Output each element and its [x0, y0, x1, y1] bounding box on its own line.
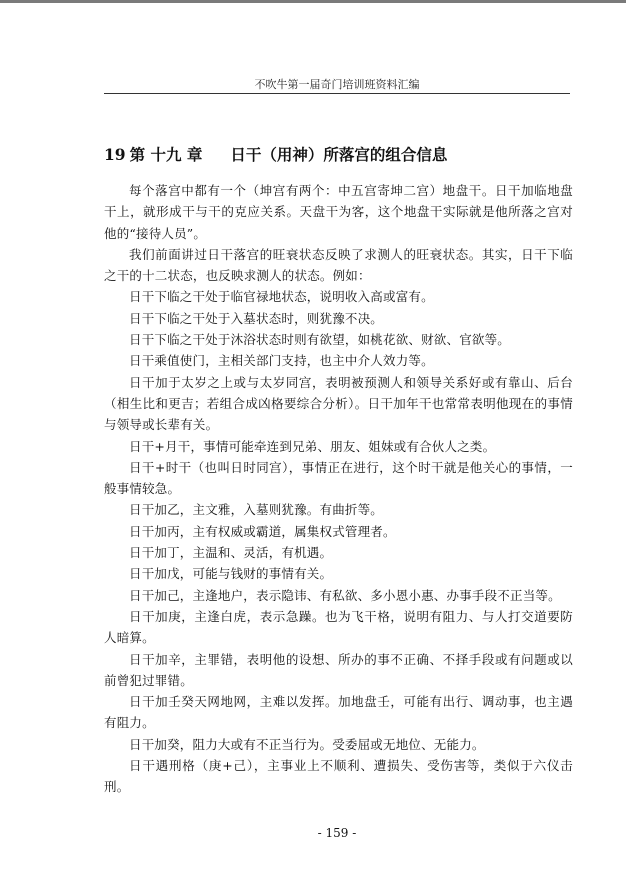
paragraph: 日干加丁，主温和、灵活，有机遇。 — [129, 545, 333, 561]
paragraph: 日干加乙，主文雅，入墓则犹豫。有曲折等。 — [129, 502, 384, 518]
paragraph: 日干加壬癸天网地网，主难以发挥。加地盘壬，可能有出行、调动事，也主遇有阻力。 — [104, 694, 573, 731]
page-top-border — [0, 0, 626, 3]
chapter-heading: 日干（用神）所落宫的组合信息 — [230, 145, 448, 164]
paragraph: 日干加辛，主罪错，表明他的设想、所办的事不正确、不择手段或有问题或以前曾犯过罪错。 — [104, 651, 573, 688]
paragraph: 日干下临之干处于沐浴状态时则有欲望，如桃花欲、财欲、官欲等。 — [129, 332, 511, 348]
paragraph: 日干遇刑格（庚+己），主事业上不顺利、遭损失、受伤害等，类似于六仪击刑。 — [104, 758, 573, 795]
header-rule — [104, 93, 570, 94]
running-header: 不吹牛第一届奇门培训班资料汇编 — [254, 78, 420, 91]
paragraph: 我们前面讲过日干落宫的旺衰状态反映了求测人的旺衰状态。其实，日干下临之干的十二状态，也反映求测人的状态。例如： — [104, 246, 573, 284]
paragraph: 日干下临之干处于临官禄地状态，说明收入高或富有。 — [129, 289, 434, 305]
paragraph: 日干加癸，阻力大或有不正当行为。受委屈或无地位、无能力。 — [129, 736, 485, 752]
paragraph: 日干乘值使门，主相关部门支持，也主中介人效力等。 — [129, 353, 434, 369]
paragraph: 每个落宫中都有一个（坤宫有两个：中五宫寄坤二宫）地盘干。日干加临地盘干上，就形成干与干的克应关系。天盘干为客，这个地盘干实际就是他所落之宫对他的“接待人员”。 — [104, 183, 573, 241]
chapter-number: 19 — [104, 145, 126, 164]
paragraph: 日干+时干（也叫日时同宫），事情正在进行，这个时干就是他关心的事情，一般事情较急。 — [104, 459, 573, 497]
chapter-title — [104, 143, 574, 165]
paragraph: 日干加于太岁之上或与太岁同宫，表明被预测人和领导关系好或有靠山、后台（相生比和更吉；若组合成凶格要综合分析）。日干加年干也常常表明他现在的事情与领导或长辈有关。 — [104, 374, 573, 433]
paragraph: 日干加己，主逢地户，表示隐讳、有私欲、多小恩小惠、办事手段不正当等。 — [129, 587, 561, 603]
page-number: - 159 - — [317, 826, 357, 840]
paragraph: 日干加丙，主有权威或霸道，属集权式管理者。 — [129, 523, 396, 539]
paragraph: 日干下临之干处于入墓状态时，则犹豫不决。 — [129, 310, 384, 326]
paragraph: 日干+月干，事情可能牵连到兄弟、朋友、姐妹或有合伙人之类。 — [129, 438, 496, 454]
body-text — [104, 180, 573, 798]
paragraph: 日干加庚，主逢白虎，表示急躁。也为飞干格，说明有阻力、与人打交道要防人暗算。 — [104, 608, 573, 646]
chapter-label: 第 十九 章 — [129, 145, 203, 164]
paragraph: 日干加戊，可能与钱财的事情有关。 — [129, 566, 333, 582]
